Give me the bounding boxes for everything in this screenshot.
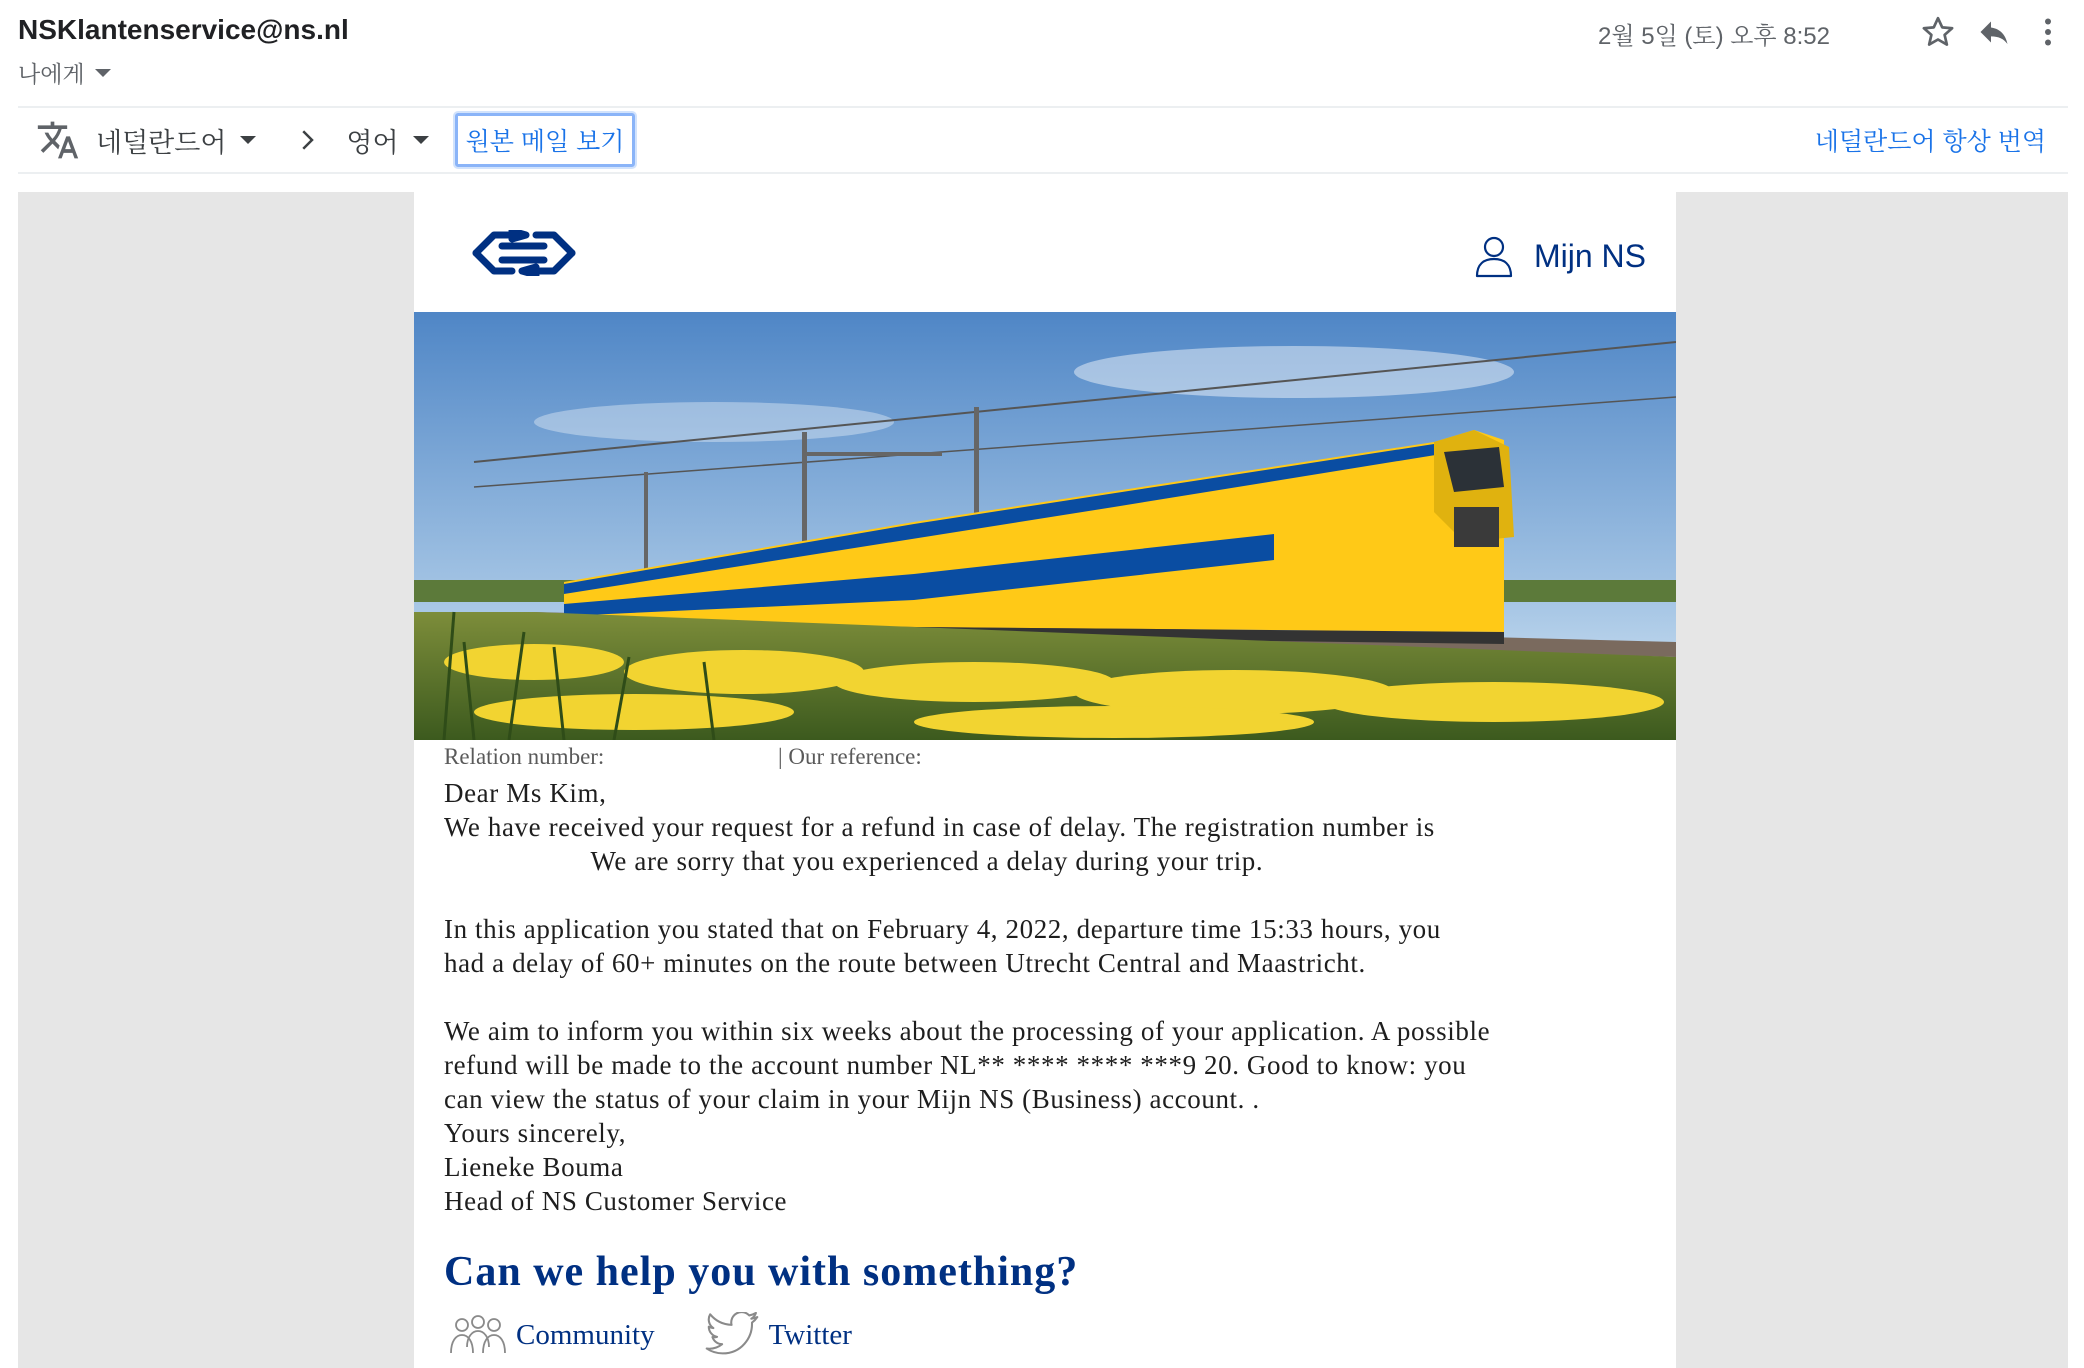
- community-link-label: Community: [516, 1318, 655, 1351]
- more-vertical-icon: [2030, 14, 2066, 50]
- signature-title: Head of NS Customer Service: [444, 1186, 788, 1216]
- body-line: In this application you stated that on February 4, 2022, departure time 15:33 hours, you: [444, 914, 1441, 944]
- community-link[interactable]: [448, 1312, 655, 1358]
- caret-down-icon: [95, 69, 111, 77]
- relation-number-label: Relation number:: [444, 744, 605, 769]
- target-language-label: 영어: [346, 127, 399, 158]
- paragraph-gap: [444, 980, 1644, 1014]
- target-language-dropdown[interactable]: [346, 121, 428, 160]
- closing: Yours sincerely,: [444, 1118, 627, 1148]
- twitter-link[interactable]: [703, 1312, 852, 1358]
- more-options-button[interactable]: [2028, 12, 2068, 52]
- always-translate-link[interactable]: 네덜란드어 항상 번역: [1814, 128, 2046, 156]
- translate-icon: [36, 118, 80, 162]
- translate-bar: [18, 108, 2068, 172]
- source-language-label: 네덜란드어: [96, 127, 227, 158]
- email-header-band: [414, 192, 1676, 312]
- email-body-card: [414, 192, 1676, 1368]
- help-links: [448, 1312, 852, 1358]
- body-line: can view the status of your claim in your Mijn NS (Business) account. .: [444, 1084, 1260, 1114]
- community-icon: [448, 1313, 508, 1357]
- reply-button[interactable]: [1974, 12, 2014, 52]
- twitter-link-label: Twitter: [768, 1318, 852, 1351]
- reply-icon: [1976, 14, 2012, 50]
- body-line: We aim to inform you within six weeks about the processing of your application. A possible: [444, 1016, 1491, 1046]
- signature-name: Lieneke Bouma: [444, 1152, 624, 1182]
- email-canvas: [18, 192, 2068, 1368]
- twitter-bird-icon: [703, 1312, 761, 1358]
- our-reference-label: | Our reference:: [778, 744, 922, 769]
- chevron-right-icon: [292, 125, 322, 155]
- reference-line: [444, 744, 922, 770]
- user-icon: [1474, 234, 1514, 278]
- greeting: Dear Ms Kim,: [444, 778, 607, 808]
- source-language-dropdown[interactable]: [96, 121, 256, 160]
- message-date: 2월 5일 (토) 오후 8:52: [1598, 23, 1830, 50]
- hero-train-image: [414, 312, 1676, 740]
- body-line: refund will be made to the account number NL** **** **** ***9 20. Good to know: you: [444, 1050, 1467, 1080]
- body-line: We have received your request for a refund in case of delay. The registration number is: [444, 812, 1435, 842]
- translate-divider: [18, 172, 2068, 174]
- body-line: had a delay of 60+ minutes on the route between Utrecht Central and Maastricht.: [444, 948, 1366, 978]
- help-heading: Can we help you with something?: [444, 1249, 1079, 1295]
- ns-logo: [472, 230, 576, 276]
- recipient-label: 나에게: [18, 61, 85, 87]
- caret-down-icon: [240, 136, 256, 144]
- body-line: We are sorry that you experienced a delay during your trip.: [444, 846, 1264, 876]
- view-original-button[interactable]: 원본 메일 보기: [455, 113, 636, 167]
- star-button[interactable]: [1918, 12, 1958, 52]
- email-text: [444, 776, 1644, 1218]
- recipient-dropdown[interactable]: [18, 56, 111, 89]
- star-icon: [1920, 14, 1956, 50]
- paragraph-gap: [444, 878, 1644, 912]
- caret-down-icon: [413, 136, 429, 144]
- mijn-ns-label: Mijn NS: [1533, 237, 1646, 274]
- mijn-ns-link[interactable]: [1474, 234, 1646, 278]
- sender-address[interactable]: NSKlantenservice@ns.nl: [18, 14, 349, 45]
